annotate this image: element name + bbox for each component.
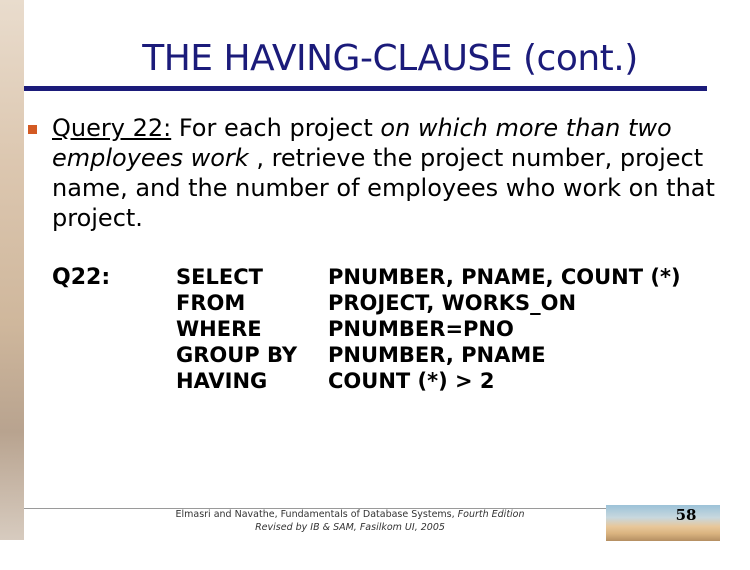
query-description (52, 113, 742, 233)
query-text-a: For each project (171, 114, 381, 142)
sql-argument: PNUMBER, PNAME (328, 343, 546, 367)
slide-title: THE HAVING-CLAUSE (cont.) (142, 38, 638, 79)
query-label: Query 22: (52, 114, 172, 142)
bullet-icon (28, 125, 37, 134)
footer-line2: Revised by IB & SAM, Fasilkom UI, 2005 (255, 522, 445, 533)
query-text-b: , retrieve the project number, project name, and the number of employees who work on that project. (52, 144, 715, 232)
sql-keywords (176, 264, 297, 394)
sql-keyword: SELECT (176, 265, 263, 289)
sql-argument: PROJECT, WORKS_ON (328, 291, 577, 315)
sql-keyword: HAVING (176, 369, 268, 393)
sql-argument: COUNT (*) > 2 (328, 369, 495, 393)
sql-label: Q22: (52, 265, 111, 290)
footer-edition: Fourth Edition (457, 509, 525, 520)
sql-argument: PNUMBER, PNAME, COUNT (*) (328, 265, 681, 289)
page-number: 58 (675, 506, 697, 524)
sql-arguments (328, 264, 681, 394)
title-underline (24, 86, 707, 91)
sql-argument: PNUMBER=PNO (328, 317, 514, 341)
sql-keyword: WHERE (176, 317, 262, 341)
decorative-left-strip (0, 0, 24, 540)
query-italic: on which more than two employees work (52, 114, 672, 172)
footer-citation (150, 508, 550, 534)
sql-keyword: FROM (176, 291, 246, 315)
footer-line1: Elmasri and Navathe, Fundamentals of Database Systems, (175, 509, 458, 520)
sql-keyword: GROUP BY (176, 343, 298, 367)
